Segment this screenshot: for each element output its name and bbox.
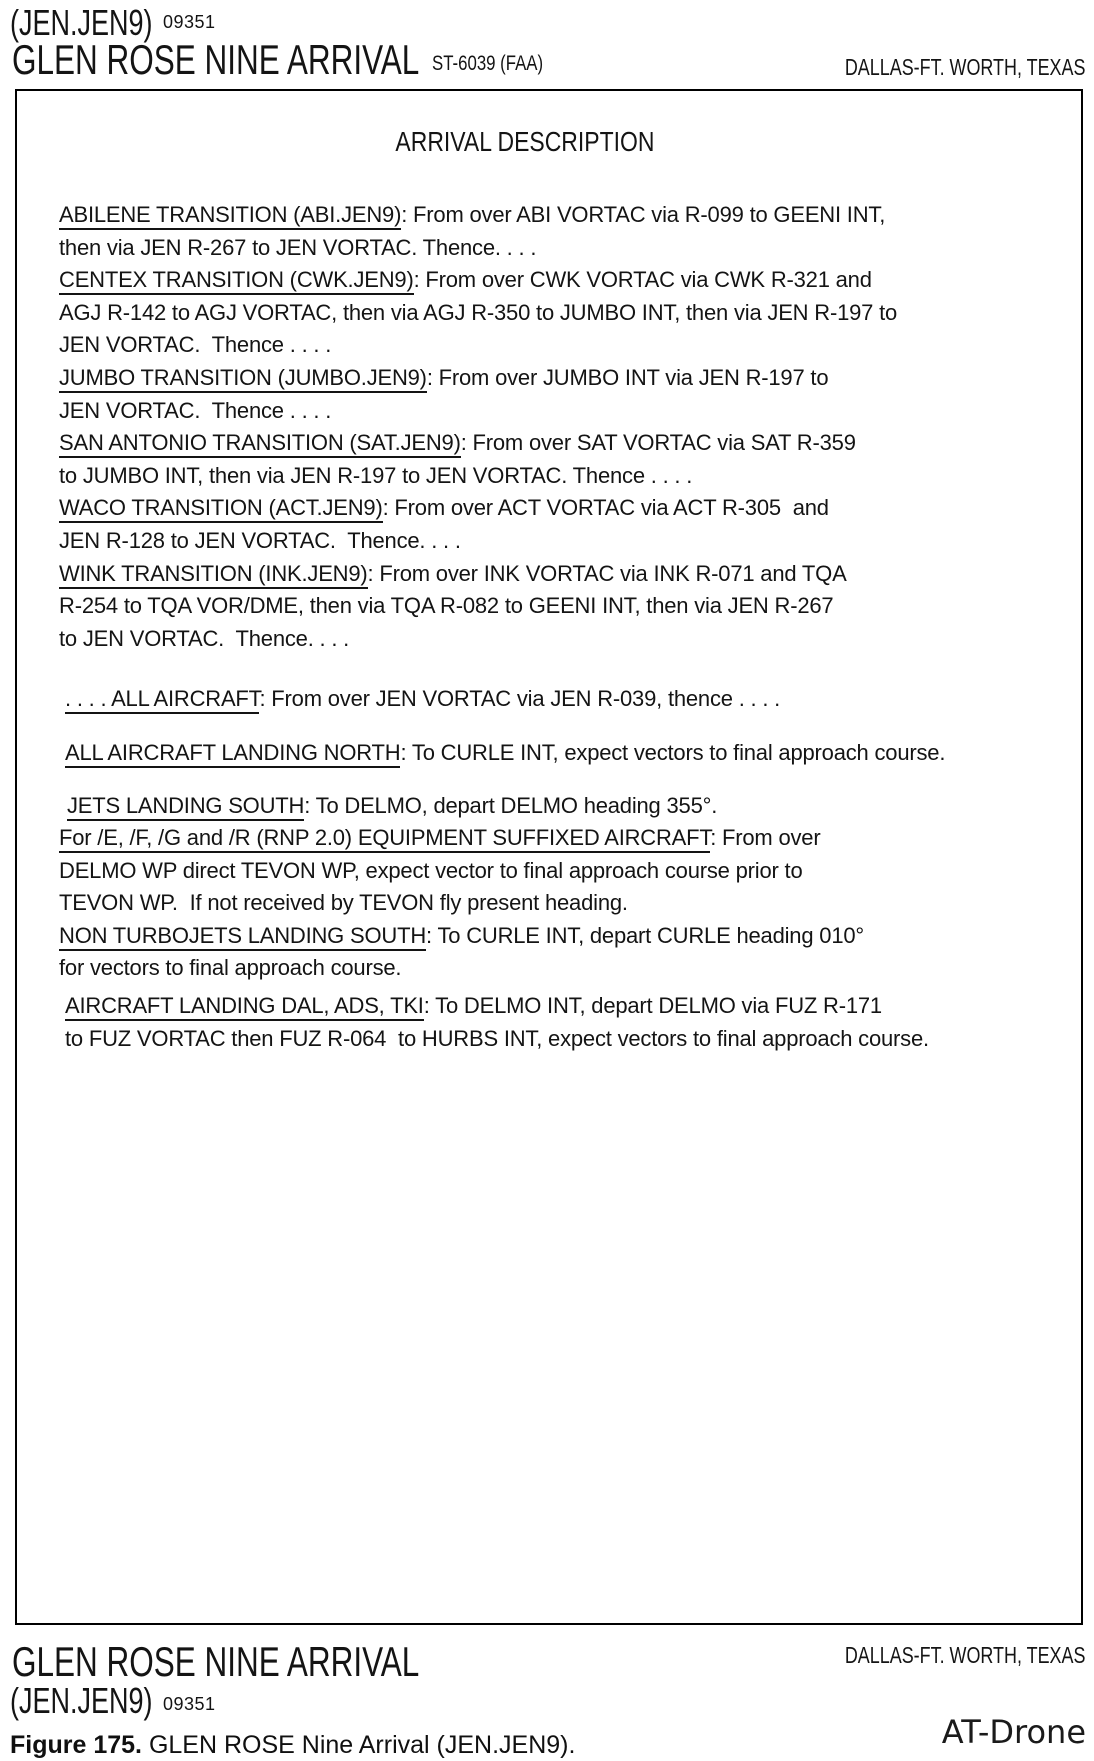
- footer-location: [777, 1642, 1085, 1669]
- transition-text: : From over ABI VORTAC via R-099 to GEENI INT,: [401, 202, 886, 227]
- paragraph-jumbo-transition: [59, 362, 1051, 427]
- paragraph-line: [59, 920, 1051, 953]
- paragraph-abilene-transition: [59, 199, 1051, 264]
- footer-chart-title: [12, 1638, 555, 1686]
- paragraph-aircraft-landing-dal-ads-tki: [59, 990, 1051, 1055]
- paragraph-line: [67, 790, 1051, 823]
- paragraph-line: [59, 427, 1051, 460]
- footer-procedure-code-text: (JEN.JEN9): [10, 1680, 153, 1721]
- paragraph-line: JEN VORTAC. Thence . . . .: [59, 332, 332, 358]
- segment-label: . . . . ALL AIRCRAFT: [65, 686, 259, 714]
- header-location: [777, 54, 1085, 81]
- transition-text: : From over INK VORTAC via INK R-071 and TQA: [367, 560, 847, 586]
- segment-text: : To CURLE INT, depart CURLE heading 010°: [426, 922, 864, 948]
- paragraph-all-aircraft-landing-north: [59, 737, 1051, 770]
- paragraph-line: to JUMBO INT, then via JEN R-197 to JEN VORTAC. Thence . . . .: [59, 462, 693, 488]
- paragraph-line: [59, 264, 1051, 297]
- segment-text: : To DELMO INT, depart DELMO via FUZ R-171: [423, 993, 882, 1019]
- header-chart-reference: [432, 52, 571, 76]
- segment-text: : From over JEN VORTAC via JEN R-039, thence . . . .: [259, 686, 781, 712]
- paragraph-line: [65, 683, 1051, 716]
- segment-text: : From over: [710, 825, 821, 851]
- transition-text: : From over JUMBO INT via JEN R-197 to: [426, 364, 829, 390]
- paragraph-line: to JEN VORTAC. Thence. . . .: [59, 625, 350, 651]
- chart-reference-text: ST-6039 (FAA): [432, 52, 544, 75]
- segment-text: : To CURLE INT, expect vectors to final approach course.: [400, 739, 946, 765]
- paragraph-line: [59, 558, 1051, 591]
- paragraph-non-turbojets-landing-south: [59, 920, 1051, 985]
- transition-label: CENTEX TRANSITION (CWK.JEN9): [59, 267, 414, 295]
- paragraph-line: R-254 to TQA VOR/DME, then via TQA R-082 to GEENI INT, then via JEN R-267: [59, 593, 834, 619]
- paragraph-line: DELMO WP direct TEVON WP, expect vector to final approach course prior to: [59, 857, 803, 883]
- figure-caption-label: Figure 175.: [10, 1731, 142, 1759]
- transition-text: : From over ACT VORTAC via ACT R-305 and: [382, 495, 829, 521]
- segment-text: : To DELMO, depart DELMO heading 355°.: [304, 792, 718, 818]
- arrival-description-heading: ARRIVAL DESCRIPTION: [395, 126, 655, 157]
- paragraph-line: [59, 822, 1051, 855]
- paragraph-wink-transition: [59, 558, 1051, 656]
- paragraph-line: [65, 737, 1051, 770]
- footer-location-text: DALLAS-FT. WORTH, TEXAS: [844, 1642, 1085, 1668]
- procedure-code-text: (JEN.JEN9): [10, 2, 153, 43]
- paragraph-centex-transition: [59, 264, 1051, 362]
- segment-label: NON TURBOJETS LANDING SOUTH: [59, 923, 426, 951]
- paragraph-line: for vectors to final approach course.: [59, 955, 402, 981]
- chart-title-text: GLEN ROSE NINE ARRIVAL: [12, 36, 420, 83]
- paragraph-rnp-equipment-suffixed: [59, 822, 1051, 920]
- paragraph-line: AGJ R-142 to AGJ VORTAC, then via AGJ R-350 to JUMBO INT, then via JEN R-197 to: [59, 299, 898, 325]
- segment-label: For /E, /F, /G and /R (RNP 2.0) EQUIPMENT SUFFIXED AIRCRAFT: [59, 825, 710, 853]
- paragraph-all-aircraft: [59, 683, 1051, 716]
- paragraph-jets-landing-south: [59, 790, 1051, 823]
- paragraph-waco-transition: [59, 492, 1051, 557]
- segment-label: JETS LANDING SOUTH: [67, 793, 304, 821]
- arrival-description-box: [15, 89, 1083, 1625]
- transition-label: SAN ANTONIO TRANSITION (SAT.JEN9): [59, 430, 461, 458]
- paragraph-line: [59, 492, 1051, 525]
- paragraph-line: then via JEN R-267 to JEN VORTAC. Thence. . . .: [59, 234, 537, 260]
- segment-label: ALL AIRCRAFT LANDING NORTH: [65, 740, 400, 768]
- transition-label: ABILENE TRANSITION (ABI.JEN9): [59, 202, 401, 230]
- segment-label: AIRCRAFT LANDING DAL, ADS, TKI: [65, 993, 424, 1021]
- transition-text: : From over CWK VORTAC via CWK R-321 and: [413, 267, 872, 293]
- watermark: AT-Drone: [941, 1713, 1086, 1751]
- transition-label: WINK TRANSITION (INK.JEN9): [59, 561, 368, 589]
- figure-caption: [10, 1731, 575, 1760]
- arrival-description-heading-row: [59, 127, 991, 157]
- header-location-text: DALLAS-FT. WORTH, TEXAS: [844, 54, 1085, 80]
- paragraph-line: to FUZ VORTAC then FUZ R-064 to HURBS INT, expect vectors to final approach course.: [65, 1025, 929, 1051]
- paragraph-line: [59, 199, 1051, 232]
- paragraph-line: JEN R-128 to JEN VORTAC. Thence. . . .: [59, 527, 461, 553]
- paragraph-line: [59, 362, 1051, 395]
- paragraph-line: [65, 990, 1051, 1023]
- paragraph-line: TEVON WP. If not received by TEVON fly present heading.: [59, 890, 628, 916]
- paragraph-line: JEN VORTAC. Thence . . . .: [59, 397, 332, 423]
- paragraph-san-antonio-transition: [59, 427, 1051, 492]
- footer-cycle-number: 09351: [163, 1694, 216, 1714]
- footer-chart-title-text: GLEN ROSE NINE ARRIVAL: [12, 1638, 420, 1685]
- transition-label: JUMBO TRANSITION (JUMBO.JEN9): [59, 365, 427, 393]
- transition-text: : From over SAT VORTAC via SAT R-359: [460, 430, 856, 456]
- figure-caption-text: GLEN ROSE Nine Arrival (JEN.JEN9).: [142, 1731, 576, 1759]
- header-cycle-number: 09351: [163, 12, 216, 32]
- transition-label: WACO TRANSITION (ACT.JEN9): [59, 495, 383, 523]
